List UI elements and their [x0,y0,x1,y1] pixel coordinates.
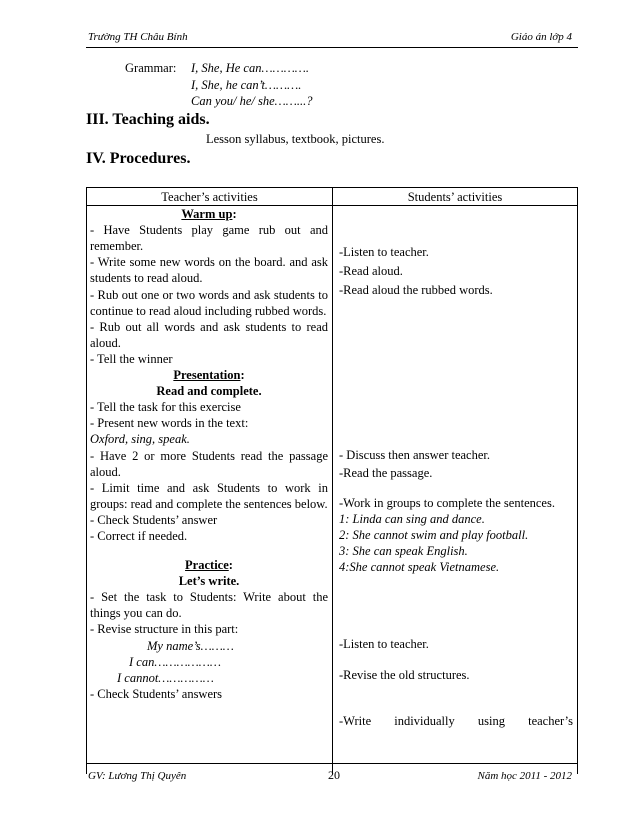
presentation-item: - Correct if needed. [90,528,188,543]
teaching-aids-text: Lesson syllabus, textbook, pictures. [206,132,385,146]
footer-teacher: GV: Lương Thị Quyên [88,770,187,782]
practice-item: - Set the task to Students: Write about the things you can do. [90,590,328,621]
section-procedures: IV. Procedures. [86,150,191,167]
procedures-table [86,187,578,774]
student-item: - Discuss then answer teacher. [339,448,490,463]
structure-line: My name’s……… [147,638,234,653]
header-divider [86,47,578,48]
student-item: -Work in groups to complete the sentences. [339,495,555,510]
student-activities [333,206,578,775]
warmup-item: - Rub out one or two words and ask students to continue to read aloud including rubbed words. [90,287,328,318]
presentation-item: - Tell the task for this exercise [90,400,241,415]
student-item: -Revise the old structures. [339,668,470,683]
footer-divider [86,763,578,764]
warmup-item: - Have Students play game rub out and remember. [90,223,328,254]
presentation-item: - Present new words in the text: [90,416,249,431]
student-item: -Read aloud the rubbed words. [339,283,493,298]
table-row [87,206,578,775]
presentation-item: - Have 2 or more Students read the passage aloud. [90,448,328,479]
warmup-heading: Warm up: [181,207,237,222]
structure-line: I can……………… [129,654,222,669]
grammar-line-3: Can you/ he/ she……...? [191,94,313,108]
grammar-label: Grammar: [125,61,177,75]
warmup-item: - Rub out all words and ask students to read aloud. [90,319,328,350]
grammar-block [125,60,313,110]
section-teaching-aids: III. Teaching aids. [86,111,210,128]
presentation-item: - Check Students’ answer [90,512,218,527]
practice-heading: Practice: [185,558,233,573]
teacher-activities [87,206,333,775]
student-item: -Write individually using teacher’s [339,714,573,729]
warmup-item: - Tell the winner [90,351,173,366]
student-item: -Read aloud. [339,264,403,279]
answer-line: 4:She cannot speak Vietnamese. [339,559,500,574]
answer-line: 3: She can speak English. [339,543,468,558]
practice-item: - Revise structure in this part: [90,622,239,637]
grammar-line-1: I, She, He can…………. [191,61,310,75]
answer-line: 1: Linda can sing and dance. [339,511,485,526]
presentation-item: - Limit time and ask Students to work in groups: read and complete the sentences below. [90,480,328,511]
answer-line: 2: She cannot swim and play football. [339,527,529,542]
practice-item: - Check Students’ answers [90,686,223,701]
student-item: -Read the passage. [339,466,433,481]
footer-year: Năm học 2011 - 2012 [477,770,572,782]
practice-subheading: Let’s write. [178,574,240,589]
new-words: Oxford, sing, speak. [90,432,190,447]
warmup-item: - Write some new words on the board. and ask students to read aloud. [90,255,328,286]
structure-line: I cannot…………… [117,670,214,685]
table-header-row [87,188,578,206]
grammar-line-2: I, She, he can’t………. [191,77,302,92]
header-school: Trường TH Châu Bính [88,31,188,43]
col-header-teacher: Teacher’s activities [87,188,333,206]
student-item: -Listen to teacher. [339,637,429,652]
presentation-heading: Presentation: [173,368,245,383]
student-item: -Listen to teacher. [339,245,429,260]
page-number: 20 [328,768,340,782]
presentation-subheading: Read and complete. [156,384,262,399]
col-header-students: Students’ activities [333,188,578,206]
header-doc: Giáo án lớp 4 [510,31,572,43]
